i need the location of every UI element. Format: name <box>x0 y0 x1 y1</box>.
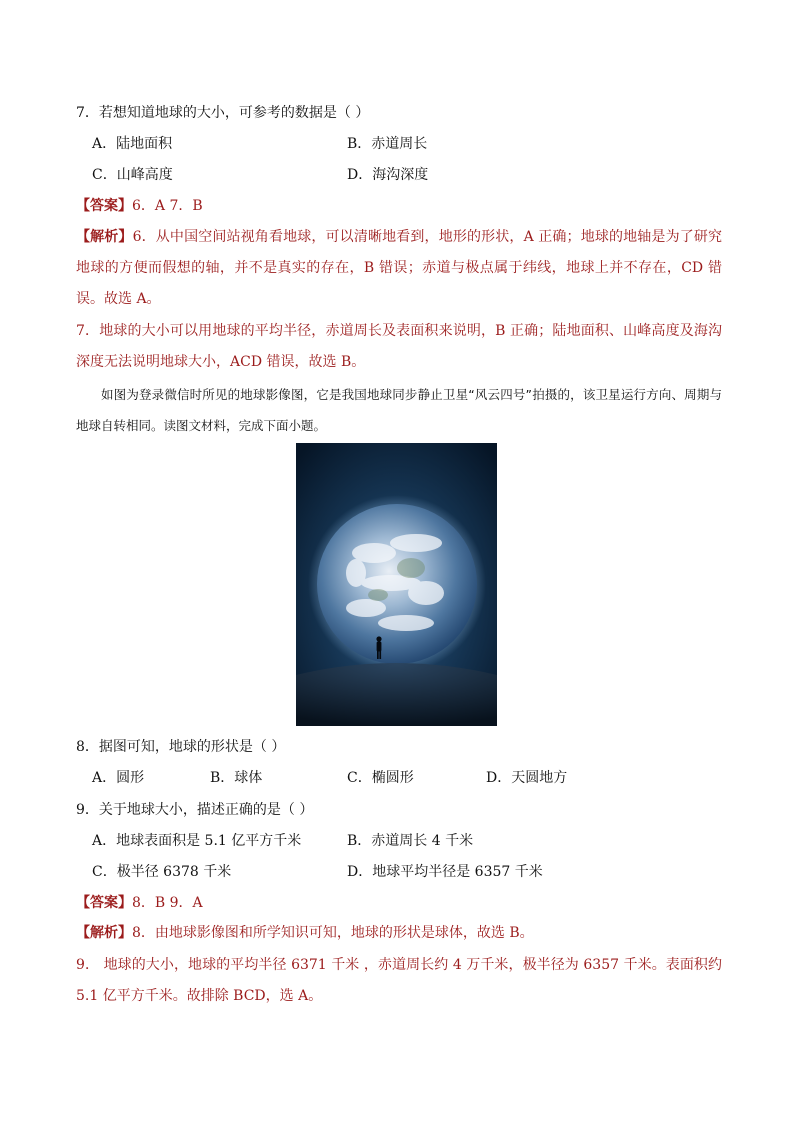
analysis-q8: 8．由地球影像图和所学知识可知，地球的形状是球体，故选 B。 <box>132 925 534 941</box>
answer-tag: 【答案】 <box>76 198 132 214</box>
analysis-q7: 7．地球的大小可以用地球的平均半径，赤道周长及表面积来说明，B 正确；陆地面积、山峰高度及海沟深度无法说明地球大小，ACD 错误，故选 B。 <box>76 323 722 370</box>
q7-stem: 7．若想知道地球的大小，可参考的数据是（ ） <box>76 105 370 121</box>
analysis-tag: 【解析】 <box>76 925 132 941</box>
answer-block-2 <box>76 893 203 913</box>
analysis-block-1 <box>76 222 722 315</box>
q9-option-b: B．赤道周长 4 千米 <box>347 833 474 849</box>
q7-option-c: C．山峰高度 <box>92 167 173 183</box>
analysis-block-2 <box>76 918 722 949</box>
earth-image <box>296 443 497 726</box>
q8-option-a: A．圆形 <box>92 770 145 786</box>
analysis-q6: 6．从中国空间站视角看地球，可以清晰地看到，地形的形状，A 正确；地球的地轴是为了研究地球的方便而假想的轴，并不是真实的存在，B 错误；赤道与极点属于纬线，地球上并不存在，CD 错误。故选 A。 <box>76 229 723 307</box>
earth-photo-svg <box>296 443 497 726</box>
q9-option-c: C．极半径 6378 千米 <box>92 864 232 880</box>
q7-option-b: B．赤道周长 <box>347 136 428 152</box>
material-text: 如图为登录微信时所见的地球影像图，它是我国地球同步静止卫星“风云四号”拍摄的，该卫星运行方向、周期与地球自转相同。读图文材料，完成下面小题。 <box>76 387 722 433</box>
q8-option-d: D．天圆地方 <box>486 770 568 786</box>
analysis-tag: 【解析】 <box>76 229 133 245</box>
answer-text: 8．B 9．A <box>132 895 203 911</box>
q8-stem: 8．据图可知，地球的形状是（ ） <box>76 739 286 755</box>
q9-stem: 9．关于地球大小，描述正确的是（ ） <box>76 802 314 818</box>
analysis-q9: 9． 地球的大小，地球的平均半径 6371 千米 ，赤道周长约 4 万千米，极半径为 6357 千米。表面积约 5.1 亿平方千米。故排除 BCD，选 A。 <box>76 957 722 1004</box>
answer-tag: 【答案】 <box>76 895 132 911</box>
q7-option-d: D．海沟深度 <box>347 167 429 183</box>
q8-option-c: C．椭圆形 <box>347 770 414 786</box>
answer-text: 6．A 7．B <box>132 198 203 214</box>
q9-option-d: D．地球平均半径是 6357 千米 <box>347 864 543 880</box>
q9-option-a: A．地球表面积是 5.1 亿平方千米 <box>92 833 302 849</box>
q7-option-a: A．陆地面积 <box>92 136 173 152</box>
q8-option-b: B．球体 <box>210 770 263 786</box>
answer-block-1 <box>76 196 203 216</box>
